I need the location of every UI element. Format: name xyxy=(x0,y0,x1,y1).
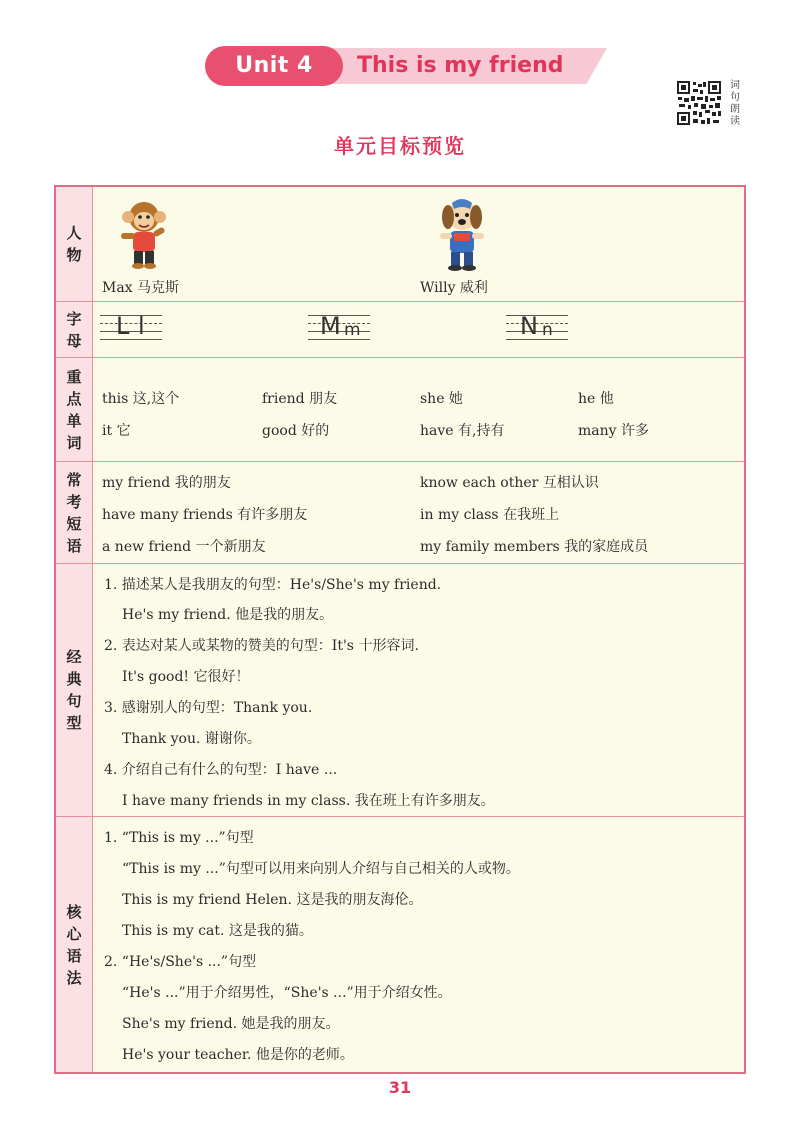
label-char: 语 xyxy=(66,946,82,965)
row-label-sentence-patterns xyxy=(56,564,93,816)
row-key-words xyxy=(56,358,744,462)
sentence-example: Thank you. 谢谢你。 xyxy=(122,731,261,747)
sentence-patterns-body xyxy=(94,564,744,816)
letter-upper: N xyxy=(520,312,538,340)
phrase-item: know each other 互相认识 xyxy=(420,475,599,491)
sentence-example: It's good! 它很好！ xyxy=(122,669,250,685)
phrase-item: my family members 我的家庭成员 xyxy=(420,539,649,555)
grammar-heading: 1. “This is my ...”句型 xyxy=(104,830,254,846)
label-char: 常 xyxy=(66,470,82,489)
row-core-grammar xyxy=(56,817,744,1072)
core-grammar-body xyxy=(94,817,744,1072)
label-char: 心 xyxy=(66,924,82,943)
row-label-key-words xyxy=(56,358,93,461)
grammar-line: “This is my ...”句型可以用来向别人介绍与自己相关的人或物。 xyxy=(122,861,520,877)
label-char: 物 xyxy=(66,246,82,264)
page-number: 31 xyxy=(388,1078,412,1097)
phrase-item: in my class 在我班上 xyxy=(420,507,560,523)
word-item: she 她 xyxy=(420,391,463,407)
label-char: 经 xyxy=(66,648,82,666)
label-char: 短 xyxy=(66,514,82,533)
letter-upper: M xyxy=(320,312,341,340)
unit-title: This is my friend xyxy=(357,53,564,78)
grammar-line: “He's ...”用于介绍男性，“She's ...”用于介绍女性。 xyxy=(122,985,452,1001)
qr-caption xyxy=(728,80,742,128)
max-monkey-image xyxy=(116,199,172,271)
label-char: 考 xyxy=(66,492,82,511)
label-char: 人 xyxy=(66,224,82,242)
label-char: 核 xyxy=(66,902,82,921)
sentence-heading: 3. 感谢别人的句型：Thank you. xyxy=(104,700,313,716)
phrase-item: my friend 我的朋友 xyxy=(102,475,231,491)
label-char: 语 xyxy=(66,536,82,555)
letter-upper: L xyxy=(116,312,130,340)
letter-lower: l xyxy=(138,312,145,340)
grammar-heading: 2. “He's/She's ...”句型 xyxy=(104,954,257,970)
word-item: it 它 xyxy=(102,423,131,439)
row-phrases xyxy=(56,462,744,564)
letter-pair-n xyxy=(506,312,568,340)
row-sentence-patterns xyxy=(56,564,744,817)
qr-caption-char: 读 xyxy=(730,116,740,127)
row-label-phrases xyxy=(56,462,93,563)
qr-code-icon[interactable] xyxy=(676,80,722,126)
sentence-heading: 4. 介绍自己有什么的句型：I have ... xyxy=(104,762,338,778)
word-item: he 他 xyxy=(578,391,614,407)
row-label-core-grammar xyxy=(56,817,93,1072)
word-item: have 有,持有 xyxy=(420,423,505,439)
grammar-example: This is my cat. 这是我的猫。 xyxy=(122,923,313,939)
sentence-heading: 2. 表达对某人或某物的赞美的句型：It's 十形容词. xyxy=(104,638,419,654)
row-letters xyxy=(56,302,744,358)
label-char: 词 xyxy=(66,433,82,452)
label-char: 型 xyxy=(66,714,82,732)
letter-pair-l xyxy=(100,312,162,340)
phrase-item: a new friend 一个新朋友 xyxy=(102,539,266,555)
key-words-body xyxy=(94,358,744,461)
label-char: 句 xyxy=(66,692,82,710)
grammar-example: She's my friend. 她是我的朋友。 xyxy=(122,1016,340,1032)
qr-caption-char: 词 xyxy=(730,80,740,91)
letter-lower: n xyxy=(542,320,553,340)
character-max: Max 马克斯 xyxy=(102,280,180,296)
character-willy: Willy 威利 xyxy=(420,280,488,296)
sentence-example: He's my friend. 他是我的朋友。 xyxy=(122,607,334,623)
phrases-body xyxy=(94,462,744,563)
qr-caption-char: 朗 xyxy=(730,104,740,115)
word-item: many 许多 xyxy=(578,423,649,439)
letter-lower: m xyxy=(344,320,361,340)
section-title: 单元目标预览 xyxy=(334,134,466,158)
row-label-characters xyxy=(56,187,93,301)
willy-dog-image xyxy=(434,195,490,273)
word-item: good 好的 xyxy=(262,423,330,439)
characters-body xyxy=(94,187,744,301)
row-label-letters xyxy=(56,302,93,357)
grammar-example: This is my friend Helen. 这是我的朋友海伦。 xyxy=(122,892,423,908)
sentence-example: I have many friends in my class. 我在班上有许多朋友。 xyxy=(122,793,495,809)
phrase-item: have many friends 有许多朋友 xyxy=(102,507,308,523)
word-item: this 这,这个 xyxy=(102,391,180,407)
grammar-example: He's your teacher. 他是你的老师。 xyxy=(122,1047,354,1063)
label-char: 典 xyxy=(66,670,82,688)
row-characters xyxy=(56,187,744,302)
label-char: 法 xyxy=(66,968,82,987)
sentence-heading: 1. 描述某人是我朋友的句型：He's/She's my friend. xyxy=(104,577,442,593)
unit-banner xyxy=(205,46,607,86)
letter-pair-m xyxy=(308,312,370,340)
letters-body xyxy=(94,302,744,357)
label-char: 单 xyxy=(66,411,82,430)
word-item: friend 朋友 xyxy=(262,391,338,407)
label-char: 母 xyxy=(66,331,82,350)
qr-caption-char: 句 xyxy=(730,92,740,103)
label-char: 点 xyxy=(66,389,82,408)
unit-label: Unit 4 xyxy=(205,46,343,86)
unit-overview-table xyxy=(54,185,746,1074)
label-char: 重 xyxy=(66,367,82,386)
label-char: 字 xyxy=(66,309,82,328)
